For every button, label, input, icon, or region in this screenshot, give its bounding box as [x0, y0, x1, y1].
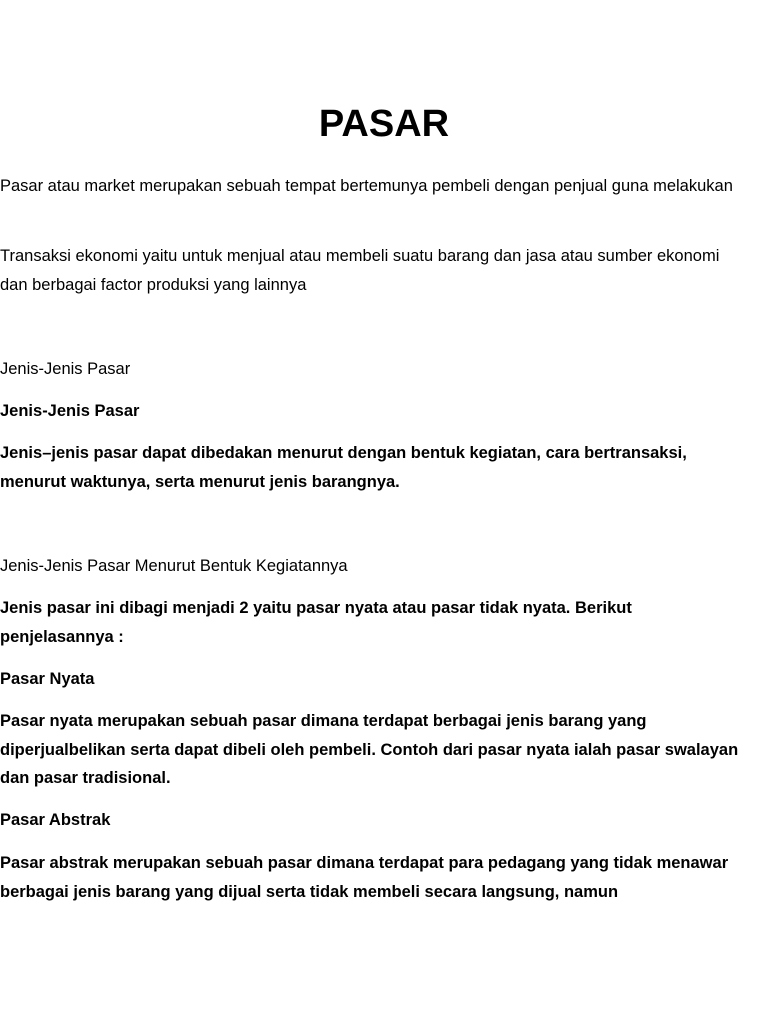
pasar-nyata-paragraph: Pasar nyata merupakan sebuah pasar dimana terdapat berbagai jenis barang yang diperjualbelikan serta dapat dibeli oleh pembeli. Contoh dari pasar nyata ialah pasar swalayan dan pasar tradisional.: [0, 712, 739, 787]
section-heading-jenis-pasar: Jenis-Jenis Pasar: [0, 360, 131, 378]
intro-paragraph-1: Pasar atau market merupakan sebuah tempat bertemunya pembeli dengan penjual guna melakukan: [0, 177, 733, 195]
jenis-pasar-paragraph: Jenis–jenis pasar dapat dibedakan menurut dengan bentuk kegiatan, cara bertransaksi, menurut waktunya, serta menurut jenis barangnya.: [0, 444, 687, 491]
document-title: PASAR: [318, 103, 450, 145]
intro-paragraph-2: Transaksi ekonomi yaitu untuk menjual atau membeli suatu barang dan jasa atau sumber ekonomi dan berbagai factor produksi yang lainnya: [0, 247, 720, 294]
subheading-pasar-abstrak: Pasar Abstrak: [0, 811, 111, 829]
bentuk-kegiatan-paragraph: Jenis pasar ini dibagi menjadi 2 yaitu pasar nyata atau pasar tidak nyata. Berikut penjelasannya :: [0, 599, 632, 646]
section-heading-bentuk-kegiatan: Jenis-Jenis Pasar Menurut Bentuk Kegiatannya: [0, 557, 348, 575]
pasar-abstrak-paragraph: Pasar abstrak merupakan sebuah pasar dimana terdapat para pedagang yang tidak menawar berbagai jenis barang yang dijual serta tidak membeli secara langsung, namun: [0, 854, 729, 901]
section-heading-jenis-pasar-bold: Jenis-Jenis Pasar: [0, 402, 140, 420]
subheading-pasar-nyata: Pasar Nyata: [0, 670, 95, 688]
